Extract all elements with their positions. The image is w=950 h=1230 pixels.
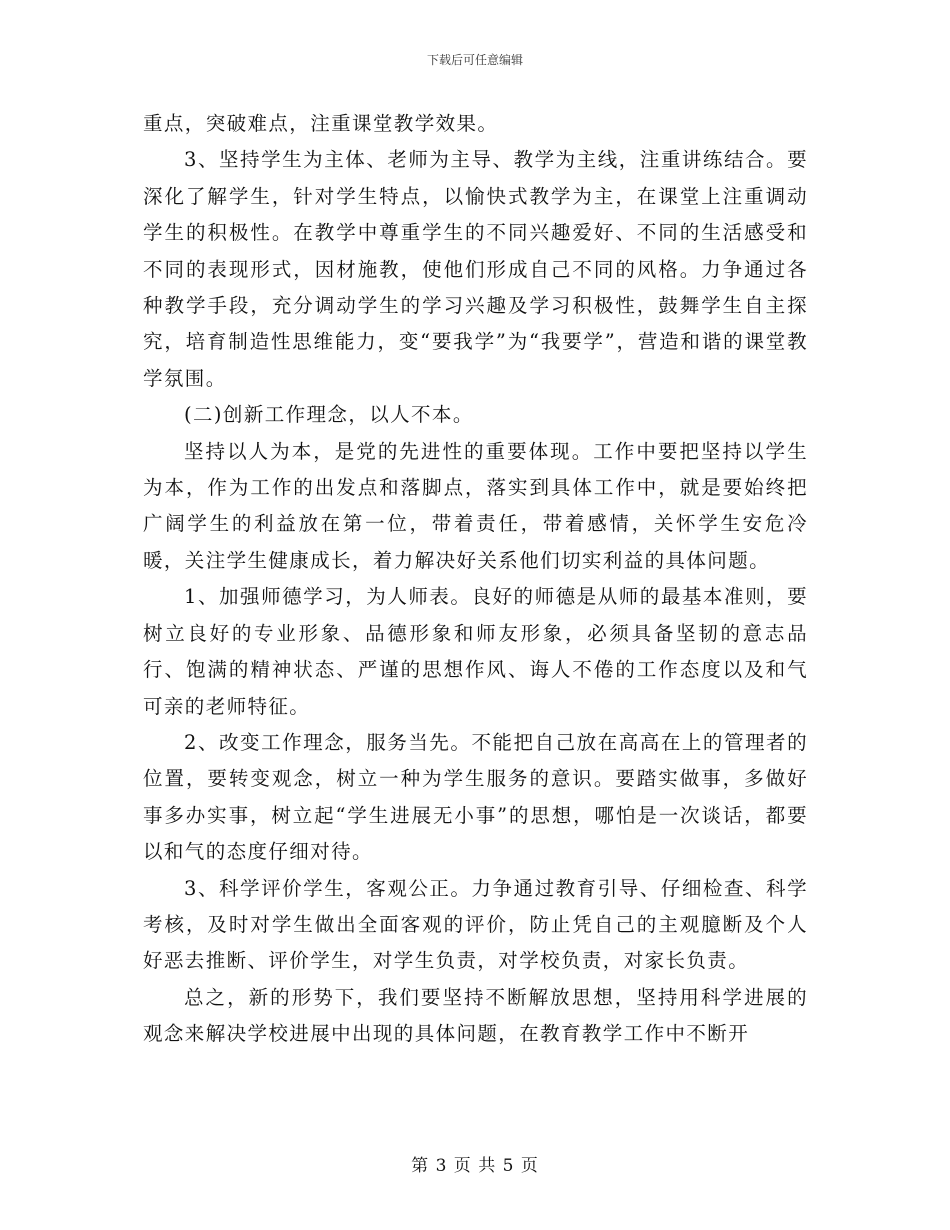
paragraph-student-centered: 3、坚持学生为主体、老师为主导、教学为主线，注重讲练结合。要深化了解学生，针对学生特点，以愉快式教学为主，在课堂上注重调动学生的积极性。在教学中尊重学生的不同兴趣爱好、不同的生活感受和不同的表现形式，因材施教，使他们形成自己不同的风格。力争通过各种教学手段，充分调动学生的学习兴趣及学习积极性，鼓舞学生自主探究，培育制造性思维能力，变“要我学”为“我要学”，营造和谐的课堂教学氛围。 xyxy=(143,148,808,390)
paragraph-evaluation: 3、科学评价学生，客观公正。力争通过教育引导、仔细检查、科学考核，及时对学生做出全面客观的评价，防止凭自己的主观臆断及个人好恶去推断、评价学生，对学生负责，对学校负责，对家长负责。 xyxy=(143,876,808,973)
section-heading: (二)创新工作理念，以人不本。 xyxy=(184,403,474,427)
document-body xyxy=(143,106,808,1053)
page-number: 第 3 页 共 5 页 xyxy=(411,1156,539,1176)
paragraph-service-first: 2、改变工作理念，服务当先。不能把自己放在高高在上的管理者的位置，要转变观念，树立一种为学生服务的意识。要踏实做事，多做好事多办实事，树立起“学生进展无小事”的思想，哪怕是一次谈话，都要以和气的态度仔细对待。 xyxy=(143,730,808,864)
paragraph-conclusion: 总之，新的形势下，我们要坚持不断解放思想，坚持用科学进展的观念来解决学校进展中出现的具体问题，在教育教学工作中不断开 xyxy=(143,985,808,1046)
paragraph-teacher-ethics: 1、加强师德学习，为人师表。良好的师德是从师的最基本准则，要树立良好的专业形象、品德形象和师友形象，必须具备坚韧的意志品行、饱满的精神状态、严谨的思想作风、诲人不倦的工作态度以及和气可亲的老师特征。 xyxy=(143,585,808,718)
paragraph-people-oriented: 坚持以人为本，是党的先进性的重要体现。工作中要把坚持以学生为本，作为工作的出发点和落脚点，落实到具体工作中，就是要始终把广阔学生的利益放在第一位，带着责任，带着感情，关怀学生安危冷暖，关注学生健康成长，着力解决好关系他们切实利益的具体问题。 xyxy=(143,439,808,572)
page-header: 下载后可任意编辑 xyxy=(426,53,523,67)
paragraph-continuation: 重点，突破难点，注重课堂教学效果。 xyxy=(143,112,499,135)
